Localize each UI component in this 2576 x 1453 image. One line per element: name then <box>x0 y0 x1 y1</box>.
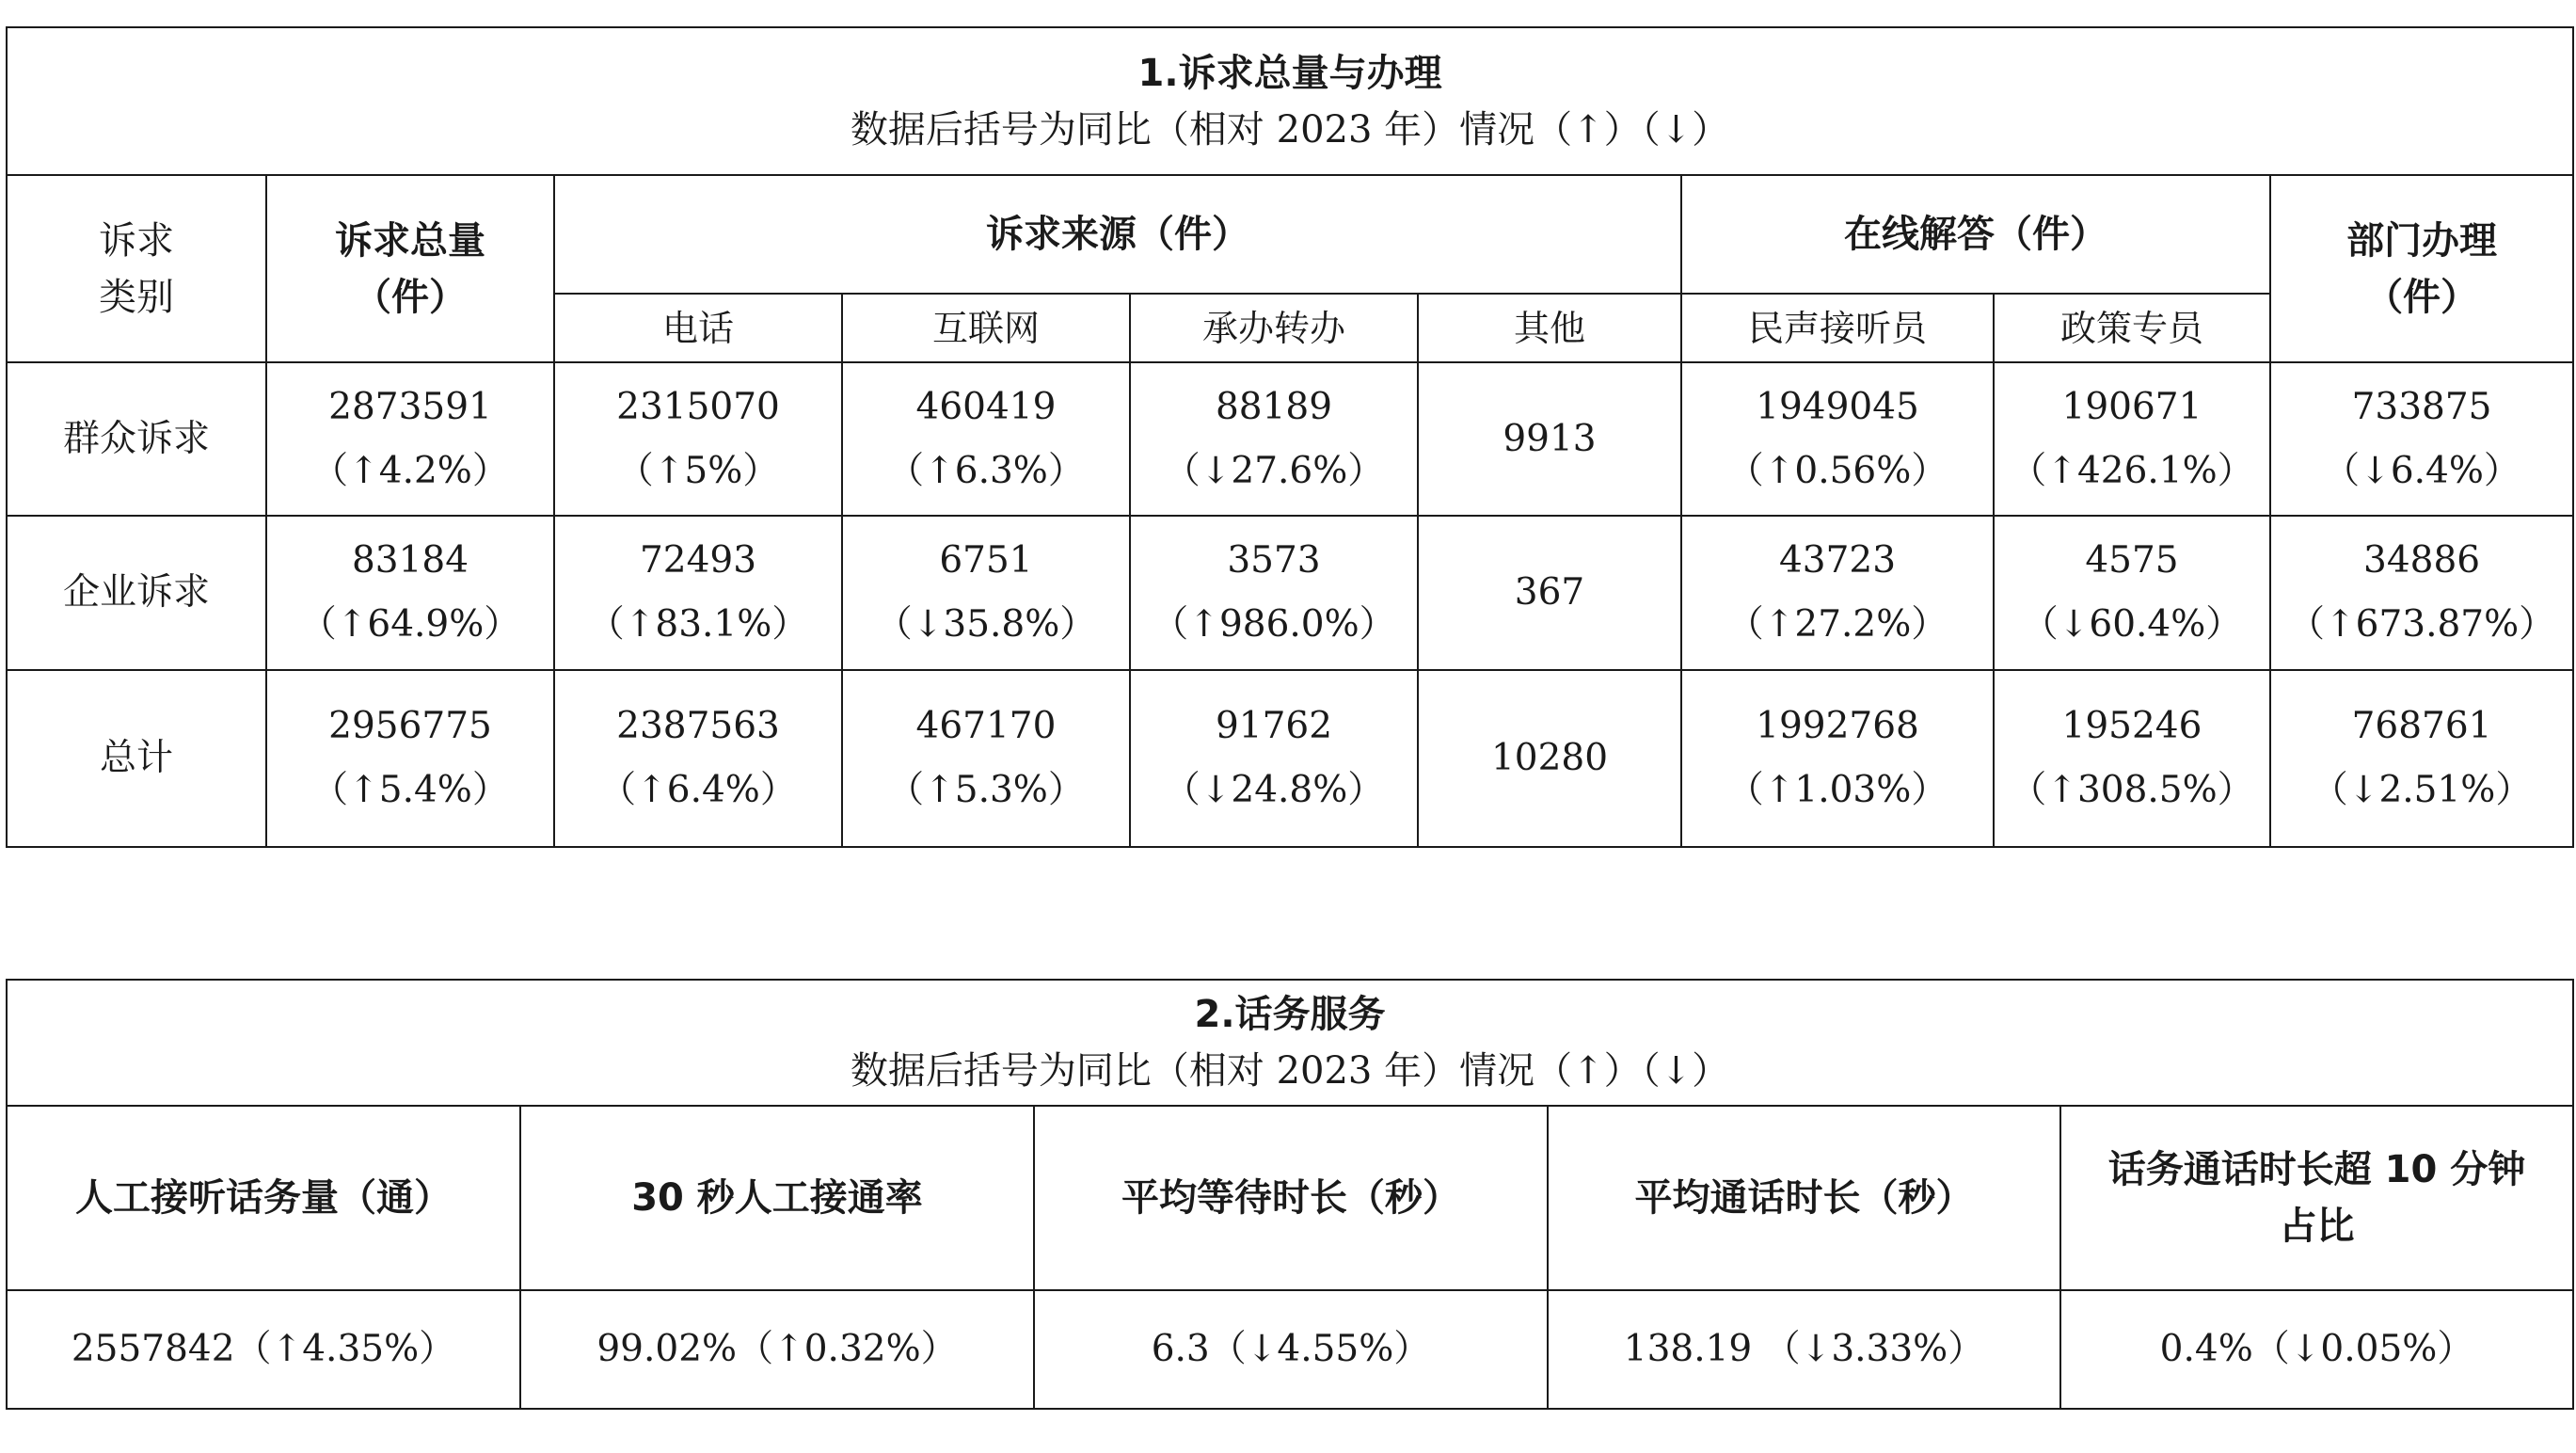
cell: 367 <box>1418 516 1681 670</box>
cell: 72493 （↑83.1%） <box>554 516 842 670</box>
value-avg-duration: 138.19 （↓3.33%） <box>1548 1290 2060 1409</box>
value-manual-calls: 2557842（↑4.35%） <box>7 1290 520 1409</box>
header-online: 在线解答（件） <box>1681 175 2270 294</box>
subheader-phone: 电话 <box>554 294 842 362</box>
cell: 3573 （↑986.0%） <box>1130 516 1418 670</box>
header-avg-duration: 平均通话时长（秒） <box>1548 1106 2060 1290</box>
value-over-10min: 0.4%（↓0.05%） <box>2060 1290 2573 1409</box>
cell: 2956775 （↑5.4%） <box>266 670 554 847</box>
value-30s-rate: 99.02%（↑0.32%） <box>520 1290 1034 1409</box>
cell: 2387563 （↑6.4%） <box>554 670 842 847</box>
cell: 10280 <box>1418 670 1681 847</box>
cell: 4575 （↓60.4%） <box>1994 516 2270 670</box>
table1-subtitle: 数据后括号为同比（相对 2023 年）情况（↑）（↓） <box>850 107 1730 152</box>
subheader-other: 其他 <box>1418 294 1681 362</box>
cell: 768761 （↓2.51%） <box>2270 670 2573 847</box>
call-service-table <box>6 979 2574 1410</box>
header-dept: 部门办理 （件） <box>2270 175 2573 362</box>
value-avg-wait: 6.3（↓4.55%） <box>1034 1290 1548 1409</box>
cell: 6751 （↓35.8%） <box>842 516 1130 670</box>
header-source: 诉求来源（件） <box>554 175 1681 294</box>
table2-subtitle: 数据后括号为同比（相对 2023 年）情况（↑）（↓） <box>850 1049 1730 1093</box>
table2-title: 2.话务服务 <box>1194 993 1386 1036</box>
cell: 733875 （↓6.4%） <box>2270 362 2573 516</box>
cell: 195246 （↑308.5%） <box>1994 670 2270 847</box>
table2-caption <box>7 980 2573 1106</box>
subheader-transfer: 承办转办 <box>1130 294 1418 362</box>
table-row <box>7 1290 2573 1409</box>
header-30s-rate: 30 秒人工接通率 <box>520 1106 1034 1290</box>
header-category: 诉求 类别 <box>7 175 266 362</box>
cell: 190671 （↑426.1%） <box>1994 362 2270 516</box>
subheader-operator: 民声接听员 <box>1681 294 1994 362</box>
header-avg-wait: 平均等待时长（秒） <box>1034 1106 1548 1290</box>
complaints-table <box>6 26 2574 848</box>
table-row <box>7 516 2573 670</box>
table1-title: 1.诉求总量与办理 <box>1137 51 1442 95</box>
row-label: 总计 <box>7 670 266 847</box>
header-over-10min: 话务通话时长超 10 分钟 占比 <box>2060 1106 2573 1290</box>
cell: 88189 （↓27.6%） <box>1130 362 1418 516</box>
table-row <box>7 362 2573 516</box>
cell: 43723 （↑27.2%） <box>1681 516 1994 670</box>
cell: 9913 <box>1418 362 1681 516</box>
row-label: 群众诉求 <box>7 362 266 516</box>
cell: 83184 （↑64.9%） <box>266 516 554 670</box>
header-total: 诉求总量 （件） <box>266 175 554 362</box>
cell: 467170 （↑5.3%） <box>842 670 1130 847</box>
cell: 2873591 （↑4.2%） <box>266 362 554 516</box>
row-label: 企业诉求 <box>7 516 266 670</box>
cell: 1949045 （↑0.56%） <box>1681 362 1994 516</box>
table1-caption <box>7 27 2573 175</box>
cell: 34886 （↑673.87%） <box>2270 516 2573 670</box>
subheader-policy: 政策专员 <box>1994 294 2270 362</box>
subheader-internet: 互联网 <box>842 294 1130 362</box>
table-row <box>7 670 2573 847</box>
cell: 91762 （↓24.8%） <box>1130 670 1418 847</box>
header-manual-calls: 人工接听话务量（通） <box>7 1106 520 1290</box>
cell: 1992768 （↑1.03%） <box>1681 670 1994 847</box>
cell: 460419 （↑6.3%） <box>842 362 1130 516</box>
cell: 2315070 （↑5%） <box>554 362 842 516</box>
